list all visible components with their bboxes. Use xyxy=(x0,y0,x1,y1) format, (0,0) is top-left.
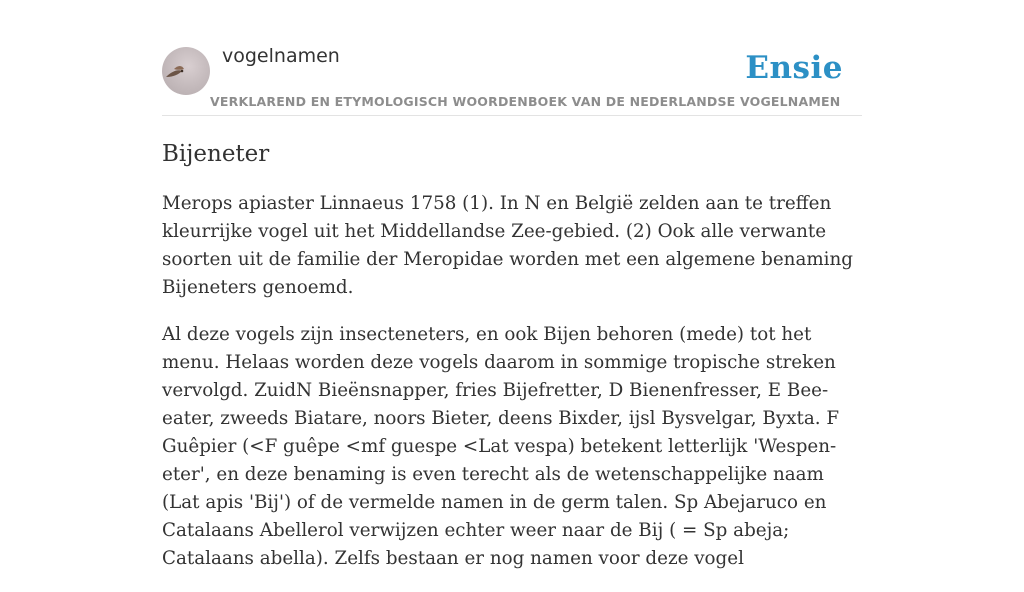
bird-icon xyxy=(162,47,210,95)
entry-content xyxy=(162,138,864,592)
entry-paragraph: Merops apiaster Linnaeus 1758 (1). In N en België zelden aan te treffen kleurrijke vogel uit het Middellandse Zee-gebied. (2) Ook alle verwante soorten uit de familie der Meropidae worden met een algemene benaming Bijeneters genoemd. xyxy=(162,193,854,298)
dictionary-avatar[interactable] xyxy=(162,47,210,95)
ensie-logo[interactable]: Ensie xyxy=(745,50,843,86)
entry-paragraph: Al deze vogels zijn insecteneters, en ook Bijen behoren (mede) tot het menu. Helaas worden deze vogels daarom in sommige tropische streken vervolgd. ZuidN Bieënsnapper, fries Bijefretter, D Bienenfresser, E Bee-eater, zweeds Biatare, noors Bieter, deens Bixder, ijsl Bysvelgar, Byxta. F Guêpier (<F guêpe <mf guespe <Lat vespa) betekent letterlijk 'Wespen-eter', en deze benaming is even terecht als de wetenschappelijke naam (Lat apis 'Bij') of de vermelde namen in de germ talen. Sp Abejaruco en Catalaans Abellerol verwijzen echter weer naar de Bij ( = Sp abeja; Catalaans abella). Zelfs bestaan er nog namen voor deze vogel xyxy=(162,324,840,569)
dictionary-subtitle: VERKLAREND EN ETYMOLOGISCH WOORDENBOEK VAN DE NEDERLANDSE VOGELNAMEN xyxy=(210,94,841,109)
entry-title: Bijeneter xyxy=(162,141,270,167)
dictionary-header xyxy=(162,40,862,116)
dictionary-name-link[interactable]: vogelnamen xyxy=(222,45,340,67)
